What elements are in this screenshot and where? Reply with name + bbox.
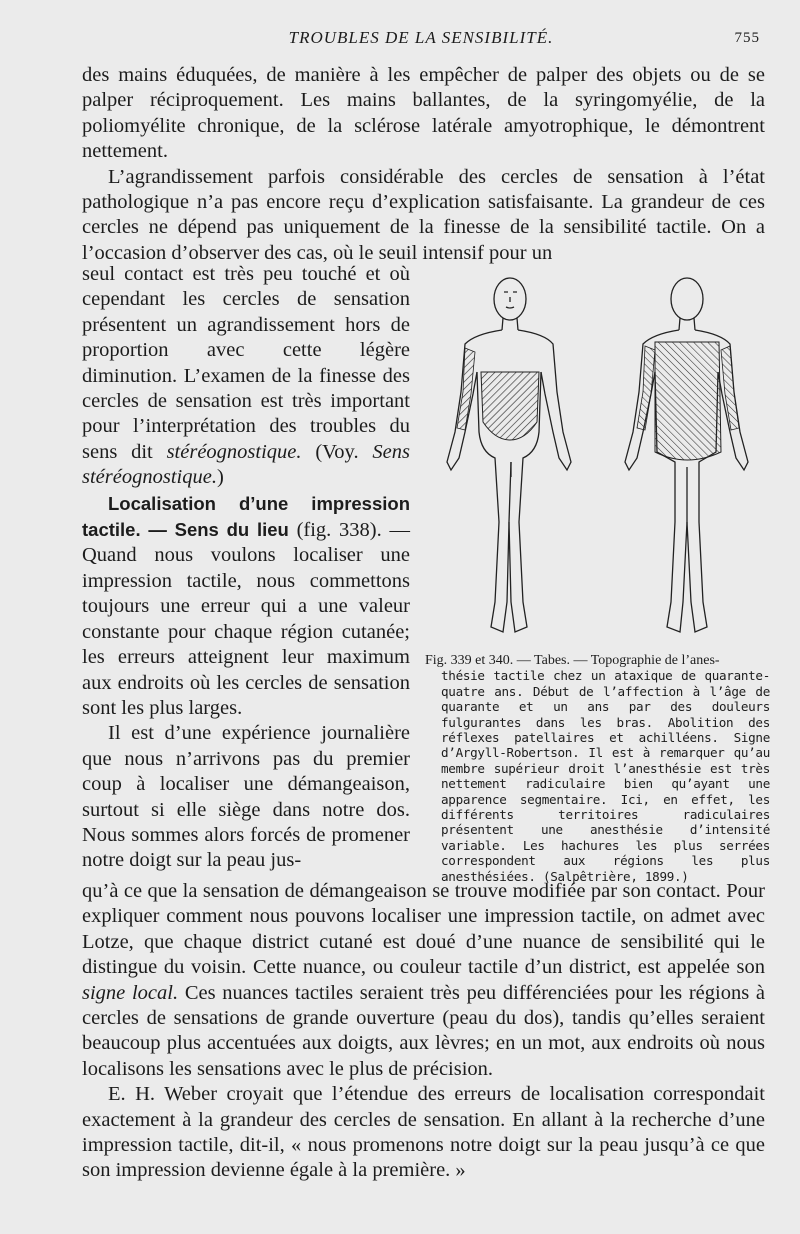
back-arm-hatch-right (721, 346, 739, 430)
narrow-text-column (82, 262, 410, 874)
paragraph-1: des mains éduquées, de manière à les empêcher de palper des objets ou de se palper réciproquement. Les mains ballantes, de la syringomyélie, de la poliomyélite chronique, de la sclérose latérale amyotrophique, le démontrent nettement. (82, 64, 765, 163)
p4-italic-term: signe local. (82, 981, 179, 1004)
body-diagrams-svg (425, 272, 770, 650)
top-text-block (82, 63, 765, 266)
bottom-text-block (82, 879, 765, 1184)
anatomical-figure (425, 272, 770, 650)
paragraph-4: Il est d’une expérience journalière que nous n’arrivons pas du premier coup à localiser une démangeaison, surtout si elle siège dans notre dos. Nous sommes alors forcés de promener notre doigt sur la peau jus- (82, 722, 410, 872)
running-title: TROUBLES DE LA SENSIBILITÉ. (288, 28, 554, 47)
paragraph-5: E. H. Weber croyait que l’étendue des erreurs de localisation correspondait exactement à la grandeur des cercles de sensation. En allant à la recherche d’une impression tactile, dit-il, « nous promenons notre doigt sur la peau jusqu’à ce que son impression devienne égale à la première. » (82, 1083, 765, 1182)
caption-lead: Fig. 339 et 340. — Tabes. — Topographie de l’anes- (425, 653, 720, 668)
caption-body: thésie tactile chez un ataxique de quarante-quatre ans. Début de l’affection à l’âge de quarante et un ans par des douleurs fulgurantes dans les bras. Abolition des réflexes patellaires et achilléens. Signe d’Argyll-Robertson. Il est à remarquer qu’au membre supérieur droit l’anesthésie est très nettement radiculaire bien qu’ayant une apparence segmentaire. Ici, en effet, les différents territoires radiculaires présentent une anesthésie d’intensité variable. Les hachures les plus serrées correspondent aux régions les plus anesthésiées. (Salpêtrière, 1899.) (441, 668, 770, 884)
paragraph-2: L’agrandissement parfois considérable des cercles de sensation à l’état pathologique n’a pas encore reçu d’explication satisfaisante. La grandeur de ces cercles ne dépend pas uniquement de la finesse de la sensibilité tactile. On a l’occasion d’observer des cas, où le seuil intensif pour un (82, 165, 765, 264)
p2-italic-term: stéréognostique. (166, 440, 302, 463)
p2-close: ) (216, 466, 224, 489)
section-heading: Localisation d’une impression tactile. — Sens du lieu (82, 492, 410, 541)
paragraph-3 (82, 491, 410, 722)
p3-text: (fig. 338). — Quand nous voulons localiser une impression tactile, nous commettons toujours une erreur qui a une valeur constante pour chaque région cutanée; les erreurs atteignent leur maximum aux endroits où les cercles de sensation sont les plus larges. (82, 519, 410, 719)
front-arm-hatch (457, 348, 475, 430)
p2-italic-ref: Sens stéréognostique. (82, 440, 410, 489)
paragraph-2-continued (82, 262, 410, 491)
back-trunk-hatch (655, 342, 721, 460)
front-trunk-hatch (481, 372, 539, 440)
p4-text-a: qu’à ce que la sensation de démangeaison se trouve modifiée par son contact. Pour expliquer comment nous pouvons localiser une impression tactile, on admet avec Lotze, que chaque district cutané est doué d’une nuance de sensibilité qui le distingue du voisin. Cette nuance, ou couleur tactile d’un district, est appelée son (82, 880, 765, 979)
p2-text-b: (Voy. (301, 440, 373, 463)
page-number: 755 (734, 30, 760, 46)
p4-text-b: Ces nuances tactiles seraient très peu différenciées pour les régions à cercles de sensations de grande ouverture (peau du dos), tandis qu’elles seraient beaucoup plus accentuées aux doigts, aux lèvres; en un mot, aux endroits où nous localisons les sensations avec le plus de précision. (82, 981, 765, 1080)
front-view-figure (447, 278, 571, 632)
p2-text-a: seul contact est très peu touché et où cependant les cercles de sensation présentent un agrandissement hors de proportion avec cette légère diminution. L’examen de la finesse des cercles de sensation est très important pour l’interprétation des troubles du sens dit (82, 263, 410, 463)
figure-caption (425, 652, 770, 884)
paragraph-4-continued (82, 879, 765, 1082)
running-head (82, 28, 760, 50)
